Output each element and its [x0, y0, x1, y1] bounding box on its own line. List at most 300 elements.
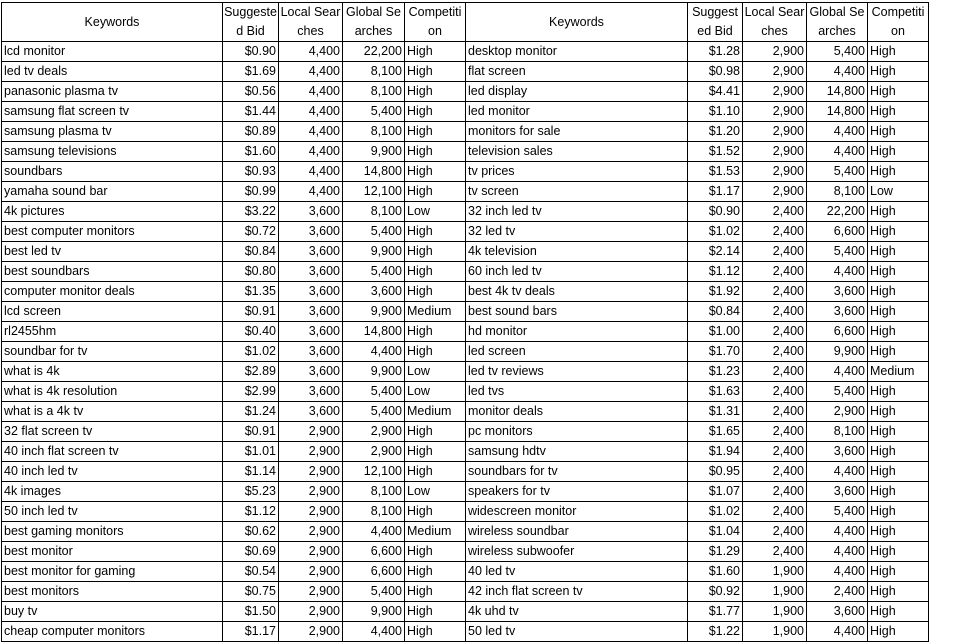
cell-global-searches-right: 5,400 — [807, 242, 868, 262]
cell-keyword-right: 42 inch flat screen tv — [466, 582, 688, 602]
cell-competition-right: High — [868, 542, 929, 562]
cell-global-searches-right: 4,400 — [807, 62, 868, 82]
cell-local-searches-right: 2,400 — [743, 482, 807, 502]
cell-keyword-left: what is 4k — [2, 362, 223, 382]
cell-competition-left: High — [405, 62, 466, 82]
cell-competition-left: Low — [405, 482, 466, 502]
table-row — [2, 262, 929, 282]
cell-keyword-right: television sales — [466, 142, 688, 162]
cell-keyword-left: buy tv — [2, 602, 223, 622]
cell-local-searches-left: 4,400 — [279, 42, 343, 62]
cell-global-searches-left: 6,600 — [343, 562, 405, 582]
cell-suggested-bid-left: $0.89 — [223, 122, 279, 142]
cell-global-searches-left: 8,100 — [343, 62, 405, 82]
cell-local-searches-right: 1,900 — [743, 582, 807, 602]
cell-competition-left: Low — [405, 202, 466, 222]
cell-keyword-right: 4k uhd tv — [466, 602, 688, 622]
cell-keyword-left: 50 inch led tv — [2, 502, 223, 522]
cell-suggested-bid-right: $1.77 — [688, 602, 743, 622]
cell-keyword-right: tv prices — [466, 162, 688, 182]
cell-competition-right: High — [868, 342, 929, 362]
cell-local-searches-left: 2,900 — [279, 482, 343, 502]
cell-global-searches-left: 5,400 — [343, 582, 405, 602]
cell-suggested-bid-left: $1.69 — [223, 62, 279, 82]
cell-local-searches-right: 2,900 — [743, 142, 807, 162]
cell-local-searches-left: 3,600 — [279, 242, 343, 262]
cell-global-searches-left: 9,900 — [343, 242, 405, 262]
cell-keyword-left: 4k images — [2, 482, 223, 502]
cell-keyword-right: samsung hdtv — [466, 442, 688, 462]
cell-keyword-left: best monitor — [2, 542, 223, 562]
cell-suggested-bid-left: $0.91 — [223, 302, 279, 322]
table-row — [2, 382, 929, 402]
cell-competition-right: High — [868, 602, 929, 622]
cell-keyword-left: samsung plasma tv — [2, 122, 223, 142]
cell-suggested-bid-left: $1.50 — [223, 602, 279, 622]
cell-suggested-bid-right: $4.41 — [688, 82, 743, 102]
cell-global-searches-right: 5,400 — [807, 382, 868, 402]
table-row — [2, 222, 929, 242]
cell-competition-left: High — [405, 122, 466, 142]
cell-local-searches-left: 4,400 — [279, 162, 343, 182]
header-competition-left: Competition — [405, 3, 466, 42]
cell-suggested-bid-right: $1.10 — [688, 102, 743, 122]
cell-keyword-left: best monitors — [2, 582, 223, 602]
cell-global-searches-left: 14,800 — [343, 162, 405, 182]
cell-global-searches-left: 12,100 — [343, 462, 405, 482]
header-suggested-bid-right: Suggested Bid — [688, 3, 743, 42]
cell-competition-left: High — [405, 162, 466, 182]
cell-competition-right: Low — [868, 182, 929, 202]
cell-competition-right: High — [868, 222, 929, 242]
cell-competition-right: High — [868, 142, 929, 162]
cell-local-searches-left: 3,600 — [279, 382, 343, 402]
table-row — [2, 422, 929, 442]
cell-local-searches-right: 2,400 — [743, 262, 807, 282]
cell-global-searches-left: 5,400 — [343, 102, 405, 122]
cell-competition-left: High — [405, 262, 466, 282]
cell-global-searches-right: 4,400 — [807, 262, 868, 282]
cell-keyword-right: hd monitor — [466, 322, 688, 342]
cell-local-searches-left: 4,400 — [279, 122, 343, 142]
table-row — [2, 282, 929, 302]
cell-global-searches-right: 6,600 — [807, 322, 868, 342]
cell-suggested-bid-left: $1.12 — [223, 502, 279, 522]
cell-suggested-bid-right: $1.17 — [688, 182, 743, 202]
cell-local-searches-left: 3,600 — [279, 342, 343, 362]
cell-competition-left: High — [405, 622, 466, 642]
cell-keyword-left: panasonic plasma tv — [2, 82, 223, 102]
cell-suggested-bid-right: $1.04 — [688, 522, 743, 542]
cell-local-searches-right: 1,900 — [743, 602, 807, 622]
cell-local-searches-right: 2,400 — [743, 502, 807, 522]
cell-global-searches-right: 14,800 — [807, 82, 868, 102]
cell-local-searches-right: 1,900 — [743, 562, 807, 582]
cell-competition-left: High — [405, 282, 466, 302]
cell-local-searches-left: 2,900 — [279, 602, 343, 622]
cell-keyword-left: samsung flat screen tv — [2, 102, 223, 122]
cell-keyword-right: 40 led tv — [466, 562, 688, 582]
table-row — [2, 582, 929, 602]
cell-competition-right: High — [868, 302, 929, 322]
table-row — [2, 462, 929, 482]
cell-global-searches-right: 3,600 — [807, 282, 868, 302]
cell-competition-left: Low — [405, 382, 466, 402]
cell-global-searches-left: 8,100 — [343, 502, 405, 522]
cell-global-searches-left: 22,200 — [343, 42, 405, 62]
cell-suggested-bid-left: $0.75 — [223, 582, 279, 602]
cell-suggested-bid-right: $2.14 — [688, 242, 743, 262]
cell-competition-left: High — [405, 102, 466, 122]
cell-keyword-right: led screen — [466, 342, 688, 362]
cell-local-searches-right: 2,400 — [743, 542, 807, 562]
cell-keyword-left: yamaha sound bar — [2, 182, 223, 202]
cell-keyword-right: 60 inch led tv — [466, 262, 688, 282]
cell-competition-right: High — [868, 562, 929, 582]
cell-keyword-right: widescreen monitor — [466, 502, 688, 522]
cell-keyword-right: led display — [466, 82, 688, 102]
table-row — [2, 202, 929, 222]
cell-suggested-bid-right: $0.98 — [688, 62, 743, 82]
cell-global-searches-left: 9,900 — [343, 362, 405, 382]
cell-suggested-bid-right: $0.95 — [688, 462, 743, 482]
cell-global-searches-right: 3,600 — [807, 302, 868, 322]
cell-competition-left: High — [405, 462, 466, 482]
cell-keyword-right: desktop monitor — [466, 42, 688, 62]
cell-local-searches-left: 3,600 — [279, 302, 343, 322]
header-local-searches-left: Local Searches — [279, 3, 343, 42]
cell-global-searches-right: 4,400 — [807, 562, 868, 582]
cell-local-searches-left: 3,600 — [279, 222, 343, 242]
cell-local-searches-right: 2,900 — [743, 42, 807, 62]
table-row — [2, 342, 929, 362]
cell-global-searches-right: 3,600 — [807, 482, 868, 502]
cell-competition-right: High — [868, 282, 929, 302]
cell-global-searches-left: 8,100 — [343, 122, 405, 142]
table-row — [2, 162, 929, 182]
cell-competition-right: High — [868, 62, 929, 82]
cell-global-searches-left: 5,400 — [343, 402, 405, 422]
cell-local-searches-left: 2,900 — [279, 622, 343, 642]
cell-keyword-left: soundbars — [2, 162, 223, 182]
cell-keyword-right: led monitor — [466, 102, 688, 122]
cell-suggested-bid-right: $1.28 — [688, 42, 743, 62]
header-keywords-left: Keywords — [2, 3, 223, 42]
cell-local-searches-right: 2,400 — [743, 322, 807, 342]
cell-local-searches-right: 2,400 — [743, 342, 807, 362]
cell-keyword-left: 32 flat screen tv — [2, 422, 223, 442]
cell-competition-right: High — [868, 322, 929, 342]
cell-global-searches-right: 22,200 — [807, 202, 868, 222]
cell-competition-right: High — [868, 42, 929, 62]
cell-suggested-bid-left: $3.22 — [223, 202, 279, 222]
cell-suggested-bid-right: $1.07 — [688, 482, 743, 502]
cell-suggested-bid-left: $0.93 — [223, 162, 279, 182]
cell-local-searches-right: 2,400 — [743, 522, 807, 542]
cell-keyword-left: led tv deals — [2, 62, 223, 82]
cell-competition-left: High — [405, 82, 466, 102]
cell-local-searches-left: 2,900 — [279, 582, 343, 602]
cell-suggested-bid-left: $1.35 — [223, 282, 279, 302]
cell-global-searches-left: 9,900 — [343, 302, 405, 322]
cell-competition-right: High — [868, 462, 929, 482]
cell-global-searches-left: 2,900 — [343, 442, 405, 462]
table-row — [2, 182, 929, 202]
cell-keyword-left: rl2455hm — [2, 322, 223, 342]
cell-suggested-bid-right: $0.92 — [688, 582, 743, 602]
cell-local-searches-right: 2,400 — [743, 442, 807, 462]
cell-keyword-left: best computer monitors — [2, 222, 223, 242]
cell-competition-left: Medium — [405, 302, 466, 322]
cell-competition-right: High — [868, 162, 929, 182]
cell-global-searches-left: 9,900 — [343, 142, 405, 162]
cell-suggested-bid-right: $1.23 — [688, 362, 743, 382]
cell-suggested-bid-left: $0.62 — [223, 522, 279, 542]
cell-local-searches-left: 3,600 — [279, 402, 343, 422]
cell-global-searches-right: 4,400 — [807, 622, 868, 642]
cell-keyword-right: pc monitors — [466, 422, 688, 442]
cell-competition-right: High — [868, 242, 929, 262]
cell-competition-left: High — [405, 502, 466, 522]
cell-suggested-bid-left: $0.56 — [223, 82, 279, 102]
cell-global-searches-left: 8,100 — [343, 202, 405, 222]
keyword-table — [1, 2, 929, 642]
cell-keyword-right: best sound bars — [466, 302, 688, 322]
cell-suggested-bid-left: $0.90 — [223, 42, 279, 62]
cell-keyword-right: 32 inch led tv — [466, 202, 688, 222]
cell-global-searches-left: 3,600 — [343, 282, 405, 302]
cell-local-searches-right: 2,900 — [743, 122, 807, 142]
cell-local-searches-right: 2,900 — [743, 162, 807, 182]
table-row — [2, 602, 929, 622]
cell-keyword-left: best led tv — [2, 242, 223, 262]
table-row — [2, 502, 929, 522]
cell-competition-left: High — [405, 182, 466, 202]
table-row — [2, 82, 929, 102]
cell-keyword-left: best monitor for gaming — [2, 562, 223, 582]
cell-local-searches-right: 2,400 — [743, 422, 807, 442]
cell-global-searches-right: 3,600 — [807, 602, 868, 622]
cell-suggested-bid-left: $0.80 — [223, 262, 279, 282]
cell-keyword-right: led tv reviews — [466, 362, 688, 382]
cell-competition-right: High — [868, 262, 929, 282]
cell-local-searches-right: 2,400 — [743, 302, 807, 322]
cell-global-searches-right: 8,100 — [807, 422, 868, 442]
cell-local-searches-right: 2,400 — [743, 282, 807, 302]
cell-local-searches-right: 2,400 — [743, 242, 807, 262]
cell-global-searches-right: 2,400 — [807, 582, 868, 602]
cell-local-searches-right: 2,900 — [743, 182, 807, 202]
cell-keyword-left: 40 inch led tv — [2, 462, 223, 482]
cell-global-searches-right: 5,400 — [807, 502, 868, 522]
cell-local-searches-left: 2,900 — [279, 542, 343, 562]
cell-competition-left: Low — [405, 362, 466, 382]
cell-competition-right: High — [868, 622, 929, 642]
cell-suggested-bid-right: $1.02 — [688, 222, 743, 242]
cell-local-searches-right: 2,400 — [743, 462, 807, 482]
cell-suggested-bid-left: $0.69 — [223, 542, 279, 562]
cell-global-searches-left: 8,100 — [343, 482, 405, 502]
cell-local-searches-right: 2,400 — [743, 202, 807, 222]
cell-suggested-bid-left: $2.99 — [223, 382, 279, 402]
cell-suggested-bid-right: $1.20 — [688, 122, 743, 142]
cell-global-searches-right: 3,600 — [807, 442, 868, 462]
cell-competition-right: Medium — [868, 362, 929, 382]
cell-competition-right: High — [868, 502, 929, 522]
cell-keyword-left: computer monitor deals — [2, 282, 223, 302]
table-row — [2, 402, 929, 422]
cell-keyword-left: what is a 4k tv — [2, 402, 223, 422]
cell-global-searches-left: 8,100 — [343, 82, 405, 102]
cell-global-searches-right: 8,100 — [807, 182, 868, 202]
cell-suggested-bid-left: $5.23 — [223, 482, 279, 502]
cell-suggested-bid-right: $1.52 — [688, 142, 743, 162]
cell-global-searches-right: 4,400 — [807, 362, 868, 382]
table-row — [2, 242, 929, 262]
cell-local-searches-left: 2,900 — [279, 462, 343, 482]
cell-keyword-right: 50 led tv — [466, 622, 688, 642]
cell-keyword-left: soundbar for tv — [2, 342, 223, 362]
cell-local-searches-left: 4,400 — [279, 142, 343, 162]
cell-competition-right: High — [868, 382, 929, 402]
cell-competition-right: High — [868, 442, 929, 462]
cell-keyword-right: led tvs — [466, 382, 688, 402]
cell-global-searches-left: 9,900 — [343, 602, 405, 622]
cell-competition-left: High — [405, 342, 466, 362]
cell-suggested-bid-right: $1.29 — [688, 542, 743, 562]
table-row — [2, 442, 929, 462]
cell-local-searches-right: 2,900 — [743, 102, 807, 122]
cell-competition-left: High — [405, 222, 466, 242]
cell-competition-left: Medium — [405, 522, 466, 542]
table-row — [2, 562, 929, 582]
cell-keyword-right: wireless subwoofer — [466, 542, 688, 562]
cell-suggested-bid-right: $1.92 — [688, 282, 743, 302]
cell-suggested-bid-right: $1.53 — [688, 162, 743, 182]
cell-local-searches-left: 2,900 — [279, 422, 343, 442]
cell-keyword-right: soundbars for tv — [466, 462, 688, 482]
cell-global-searches-left: 6,600 — [343, 542, 405, 562]
table-row — [2, 622, 929, 642]
table-row — [2, 142, 929, 162]
cell-suggested-bid-left: $0.99 — [223, 182, 279, 202]
cell-global-searches-right: 5,400 — [807, 42, 868, 62]
cell-suggested-bid-left: $1.17 — [223, 622, 279, 642]
cell-competition-left: High — [405, 602, 466, 622]
cell-local-searches-right: 2,400 — [743, 402, 807, 422]
cell-keyword-left: samsung televisions — [2, 142, 223, 162]
cell-suggested-bid-right: $1.65 — [688, 422, 743, 442]
cell-global-searches-left: 12,100 — [343, 182, 405, 202]
cell-competition-right: High — [868, 202, 929, 222]
header-global-searches-right: Global Searches — [807, 3, 868, 42]
cell-local-searches-left: 4,400 — [279, 182, 343, 202]
cell-local-searches-right: 2,400 — [743, 362, 807, 382]
cell-local-searches-left: 4,400 — [279, 62, 343, 82]
cell-global-searches-right: 4,400 — [807, 522, 868, 542]
cell-suggested-bid-right: $1.70 — [688, 342, 743, 362]
header-keywords-right: Keywords — [466, 3, 688, 42]
cell-local-searches-left: 2,900 — [279, 442, 343, 462]
cell-suggested-bid-right: $0.84 — [688, 302, 743, 322]
cell-local-searches-left: 3,600 — [279, 322, 343, 342]
cell-local-searches-left: 3,600 — [279, 202, 343, 222]
cell-global-searches-left: 5,400 — [343, 262, 405, 282]
cell-competition-left: High — [405, 42, 466, 62]
cell-local-searches-left: 3,600 — [279, 282, 343, 302]
table-row — [2, 42, 929, 62]
cell-keyword-right: speakers for tv — [466, 482, 688, 502]
cell-keyword-right: monitor deals — [466, 402, 688, 422]
cell-keyword-left: what is 4k resolution — [2, 382, 223, 402]
cell-local-searches-right: 2,900 — [743, 82, 807, 102]
cell-competition-right: High — [868, 82, 929, 102]
cell-keyword-left: best soundbars — [2, 262, 223, 282]
cell-keyword-right: tv screen — [466, 182, 688, 202]
cell-local-searches-left: 2,900 — [279, 562, 343, 582]
cell-suggested-bid-right: $1.60 — [688, 562, 743, 582]
cell-keyword-right: 32 led tv — [466, 222, 688, 242]
cell-suggested-bid-right: $1.12 — [688, 262, 743, 282]
cell-global-searches-right: 4,400 — [807, 122, 868, 142]
cell-keyword-right: best 4k tv deals — [466, 282, 688, 302]
cell-global-searches-left: 14,800 — [343, 322, 405, 342]
cell-suggested-bid-left: $1.01 — [223, 442, 279, 462]
cell-competition-left: High — [405, 562, 466, 582]
cell-global-searches-right: 4,400 — [807, 462, 868, 482]
cell-local-searches-right: 1,900 — [743, 622, 807, 642]
cell-keyword-left: 4k pictures — [2, 202, 223, 222]
cell-suggested-bid-right: $0.90 — [688, 202, 743, 222]
table-row — [2, 522, 929, 542]
cell-suggested-bid-left: $0.84 — [223, 242, 279, 262]
cell-local-searches-left: 3,600 — [279, 362, 343, 382]
header-row — [2, 3, 929, 42]
header-global-searches-left: Global Searches — [343, 3, 405, 42]
cell-suggested-bid-right: $1.02 — [688, 502, 743, 522]
cell-keyword-right: wireless soundbar — [466, 522, 688, 542]
cell-competition-right: High — [868, 422, 929, 442]
header-suggested-bid-left: Suggested Bid — [223, 3, 279, 42]
cell-keyword-left: 40 inch flat screen tv — [2, 442, 223, 462]
cell-competition-left: High — [405, 142, 466, 162]
cell-global-searches-left: 4,400 — [343, 622, 405, 642]
table-row — [2, 362, 929, 382]
cell-competition-left: High — [405, 542, 466, 562]
cell-suggested-bid-left: $1.24 — [223, 402, 279, 422]
cell-competition-right: High — [868, 122, 929, 142]
cell-keyword-left: best gaming monitors — [2, 522, 223, 542]
cell-global-searches-right: 14,800 — [807, 102, 868, 122]
cell-competition-left: High — [405, 242, 466, 262]
cell-competition-right: High — [868, 402, 929, 422]
cell-competition-left: High — [405, 582, 466, 602]
cell-suggested-bid-right: $1.63 — [688, 382, 743, 402]
cell-local-searches-right: 2,900 — [743, 62, 807, 82]
cell-suggested-bid-right: $1.22 — [688, 622, 743, 642]
cell-keyword-right: flat screen — [466, 62, 688, 82]
cell-local-searches-left: 2,900 — [279, 522, 343, 542]
cell-keyword-left: lcd screen — [2, 302, 223, 322]
cell-suggested-bid-left: $2.89 — [223, 362, 279, 382]
cell-suggested-bid-left: $0.40 — [223, 322, 279, 342]
cell-keyword-left: cheap computer monitors — [2, 622, 223, 642]
cell-suggested-bid-left: $1.14 — [223, 462, 279, 482]
cell-global-searches-left: 4,400 — [343, 342, 405, 362]
table-row — [2, 62, 929, 82]
cell-suggested-bid-left: $1.44 — [223, 102, 279, 122]
cell-keyword-left: lcd monitor — [2, 42, 223, 62]
